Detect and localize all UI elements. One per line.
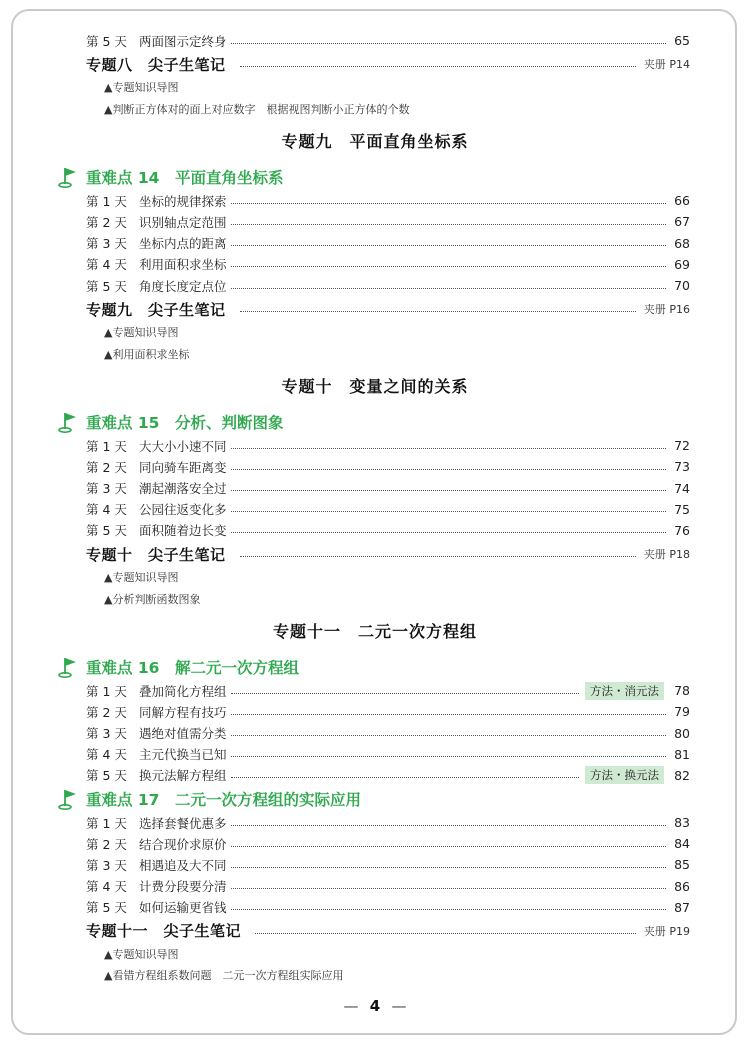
entry-page-number: 70 — [674, 278, 690, 294]
entry-page-number: 66 — [674, 193, 690, 209]
entry-title: 公园往返变化多 — [139, 502, 227, 518]
leader-dots — [231, 755, 666, 757]
entry-day: 第 2 天 — [86, 459, 127, 475]
notes-item: ▲判断正方体对的面上对应数字 根据视图判断小正方体的个数 — [104, 102, 410, 116]
toc-entry — [86, 275, 690, 296]
footer-dash: — — [391, 997, 407, 1015]
toc-entry — [86, 520, 690, 541]
notes-item: ▲专题知识导图 — [104, 81, 179, 95]
leader-dots — [231, 908, 666, 910]
leader-dots — [231, 866, 666, 868]
leader-dots — [231, 223, 666, 225]
toc-entry — [86, 478, 690, 499]
toc-entry — [86, 876, 690, 897]
notes-heading — [86, 51, 690, 77]
notes-title: 专题九 尖子生笔记 — [86, 300, 226, 319]
notes-heading — [86, 541, 690, 567]
entry-list — [0, 190, 750, 296]
leader-dots — [240, 310, 636, 312]
notes-title: 专题八 尖子生笔记 — [86, 55, 226, 74]
notes-heading — [86, 918, 690, 944]
topic-title: 专题十一 二元一次方程组 — [272, 622, 477, 642]
toc-entry — [86, 190, 690, 211]
leader-dots — [255, 932, 636, 934]
key-point-heading — [56, 786, 750, 812]
golf-flag-icon — [56, 410, 80, 434]
entry-day: 第 4 天 — [86, 502, 127, 518]
leader-dots — [231, 489, 666, 491]
leader-dots — [231, 202, 666, 204]
key-point-label: 重难点 15 分析、判断图象 — [86, 414, 284, 433]
entry-title: 主元代换当已知 — [139, 747, 227, 763]
entry-title: 遇绝对值需分类 — [139, 726, 227, 742]
golf-flag-icon — [56, 787, 80, 811]
notes-item: ▲看错方程组系数问题 二元一次方程组实际应用 — [104, 969, 344, 983]
entry-day: 第 1 天 — [86, 815, 127, 831]
leader-dots — [240, 65, 636, 67]
entry-day: 第 3 天 — [86, 857, 127, 873]
entry-title: 识别轴点定范围 — [139, 214, 227, 230]
entry-list — [0, 812, 750, 918]
entry-title: 同解方程有技巧 — [139, 704, 227, 720]
entry-list — [0, 680, 750, 786]
entry-page-number: 79 — [674, 704, 690, 720]
entry-page-number: 78 — [674, 683, 690, 699]
entry-page-number: 81 — [674, 746, 690, 762]
entry-day: 第 3 天 — [86, 726, 127, 742]
entry-day: 第 1 天 — [86, 438, 127, 454]
toc-entry — [86, 701, 690, 722]
footer-dash: — — [343, 997, 359, 1015]
entry-title: 换元法解方程组 — [139, 768, 227, 784]
toc-entry — [86, 722, 690, 743]
leader-dots — [231, 845, 666, 847]
leader-dots — [231, 713, 666, 715]
leader-dots — [231, 531, 666, 533]
entry-page-number: 74 — [674, 480, 690, 496]
entry-list — [0, 435, 750, 541]
entry-page-number: 69 — [674, 256, 690, 272]
entry-title: 计费分段要分清 — [139, 879, 227, 895]
entry-title: 叠加简化方程组 — [139, 683, 227, 699]
entry-day: 第 4 天 — [86, 257, 127, 273]
entry-page-number: 76 — [674, 522, 690, 538]
notes-ref: 夹册 P18 — [643, 548, 690, 562]
golf-flag-icon — [56, 165, 80, 189]
topic-title: 专题十 变量之间的关系 — [281, 377, 469, 397]
entry-list — [0, 30, 750, 51]
toc-entry — [86, 499, 690, 520]
notes-title: 专题十一 尖子生笔记 — [86, 922, 242, 941]
entry-day: 第 1 天 — [86, 683, 127, 699]
entry-title: 相遇追及大不同 — [139, 857, 227, 873]
entry-day: 第 5 天 — [86, 523, 127, 539]
toc-entry — [86, 897, 690, 918]
toc-entry — [86, 211, 690, 232]
entry-day: 第 4 天 — [86, 747, 127, 763]
toc-entry — [86, 744, 690, 765]
entry-page-number: 83 — [674, 815, 690, 831]
entry-title: 利用面积求坐标 — [139, 257, 227, 273]
entry-title: 选择套餐优惠多 — [139, 815, 227, 831]
leader-dots — [231, 510, 666, 512]
notes-item: ▲专题知识导图 — [104, 571, 179, 585]
entry-title: 结合现价求原价 — [139, 836, 227, 852]
leader-dots — [231, 776, 579, 778]
key-point-heading — [56, 654, 750, 680]
entry-title: 如何运输更省钱 — [139, 900, 227, 916]
entry-day: 第 2 天 — [86, 214, 127, 230]
toc-content — [0, 30, 750, 987]
leader-dots — [231, 287, 666, 289]
leader-dots — [231, 887, 666, 889]
leader-dots — [240, 555, 636, 557]
entry-page-number: 72 — [674, 438, 690, 454]
leader-dots — [231, 244, 666, 246]
entry-page-number: 68 — [674, 235, 690, 251]
entry-day: 第 5 天 — [86, 768, 127, 784]
leader-dots — [231, 468, 666, 470]
entry-title: 坐标内点的距离 — [139, 236, 227, 252]
key-point-label: 重难点 17 二元一次方程组的实际应用 — [86, 791, 361, 809]
entry-day: 第 2 天 — [86, 836, 127, 852]
entry-day: 第 2 天 — [86, 704, 127, 720]
entry-day: 第 5 天 — [86, 278, 127, 294]
leader-dots — [231, 42, 666, 44]
notes-item: ▲专题知识导图 — [104, 326, 179, 340]
entry-page-number: 65 — [674, 33, 690, 49]
leader-dots — [231, 692, 579, 694]
entry-title: 大大小小速不同 — [139, 438, 227, 454]
toc-entry — [86, 680, 690, 701]
toc-entry — [86, 254, 690, 275]
entry-page-number: 85 — [674, 857, 690, 873]
entry-title: 两面图示定终身 — [139, 33, 227, 49]
notes-item: ▲分析判断函数图象 — [104, 592, 201, 606]
toc-entry — [86, 435, 690, 456]
entry-day: 第 5 天 — [86, 33, 127, 49]
toc-entry — [86, 833, 690, 854]
method-tag: 方法・换元法 — [585, 766, 664, 784]
entry-day: 第 5 天 — [86, 900, 127, 916]
page-footer — [0, 997, 750, 1015]
entry-page-number: 80 — [674, 725, 690, 741]
leader-dots — [231, 734, 666, 736]
notes-ref: 夹册 P19 — [643, 924, 690, 938]
entry-page-number: 86 — [674, 878, 690, 894]
entry-page-number: 82 — [674, 767, 690, 783]
entry-page-number: 84 — [674, 836, 690, 852]
key-point-label: 重难点 16 解二元一次方程组 — [86, 659, 299, 678]
toc-entry — [86, 233, 690, 254]
leader-dots — [231, 447, 666, 449]
method-tag: 方法・消元法 — [585, 682, 664, 700]
notes-item: ▲专题知识导图 — [104, 947, 179, 961]
entry-day: 第 3 天 — [86, 481, 127, 497]
topic-title: 专题九 平面直角坐标系 — [281, 132, 469, 152]
leader-dots — [231, 265, 666, 267]
entry-title: 角度长度定点位 — [139, 278, 227, 294]
notes-title: 专题十 尖子生笔记 — [86, 545, 226, 564]
notes-ref: 夹册 P16 — [643, 303, 690, 317]
key-point-heading — [56, 164, 750, 190]
entry-page-number: 73 — [674, 459, 690, 475]
entry-day: 第 3 天 — [86, 236, 127, 252]
toc-entry — [86, 812, 690, 833]
leader-dots — [231, 824, 666, 826]
entry-title: 坐标的规律探索 — [139, 193, 227, 209]
notes-heading — [86, 296, 690, 322]
entry-day: 第 4 天 — [86, 879, 127, 895]
key-point-heading — [56, 409, 750, 435]
golf-flag-icon — [56, 655, 80, 679]
entry-title: 同向骑车距离变 — [139, 459, 227, 475]
toc-entry — [86, 456, 690, 477]
key-point-label: 重难点 14 平面直角坐标系 — [86, 169, 284, 188]
toc-entry — [86, 765, 690, 786]
notes-item: ▲利用面积求坐标 — [104, 347, 190, 361]
entry-page-number: 87 — [674, 899, 690, 915]
entry-title: 面积随着边长变 — [139, 523, 227, 539]
entry-page-number: 67 — [674, 214, 690, 230]
entry-page-number: 75 — [674, 501, 690, 517]
toc-entry — [86, 854, 690, 875]
entry-title: 潮起潮落安全过 — [139, 481, 227, 497]
entry-day: 第 1 天 — [86, 193, 127, 209]
page-number: 4 — [369, 997, 381, 1015]
toc-entry — [86, 30, 690, 51]
notes-ref: 夹册 P14 — [643, 58, 690, 72]
